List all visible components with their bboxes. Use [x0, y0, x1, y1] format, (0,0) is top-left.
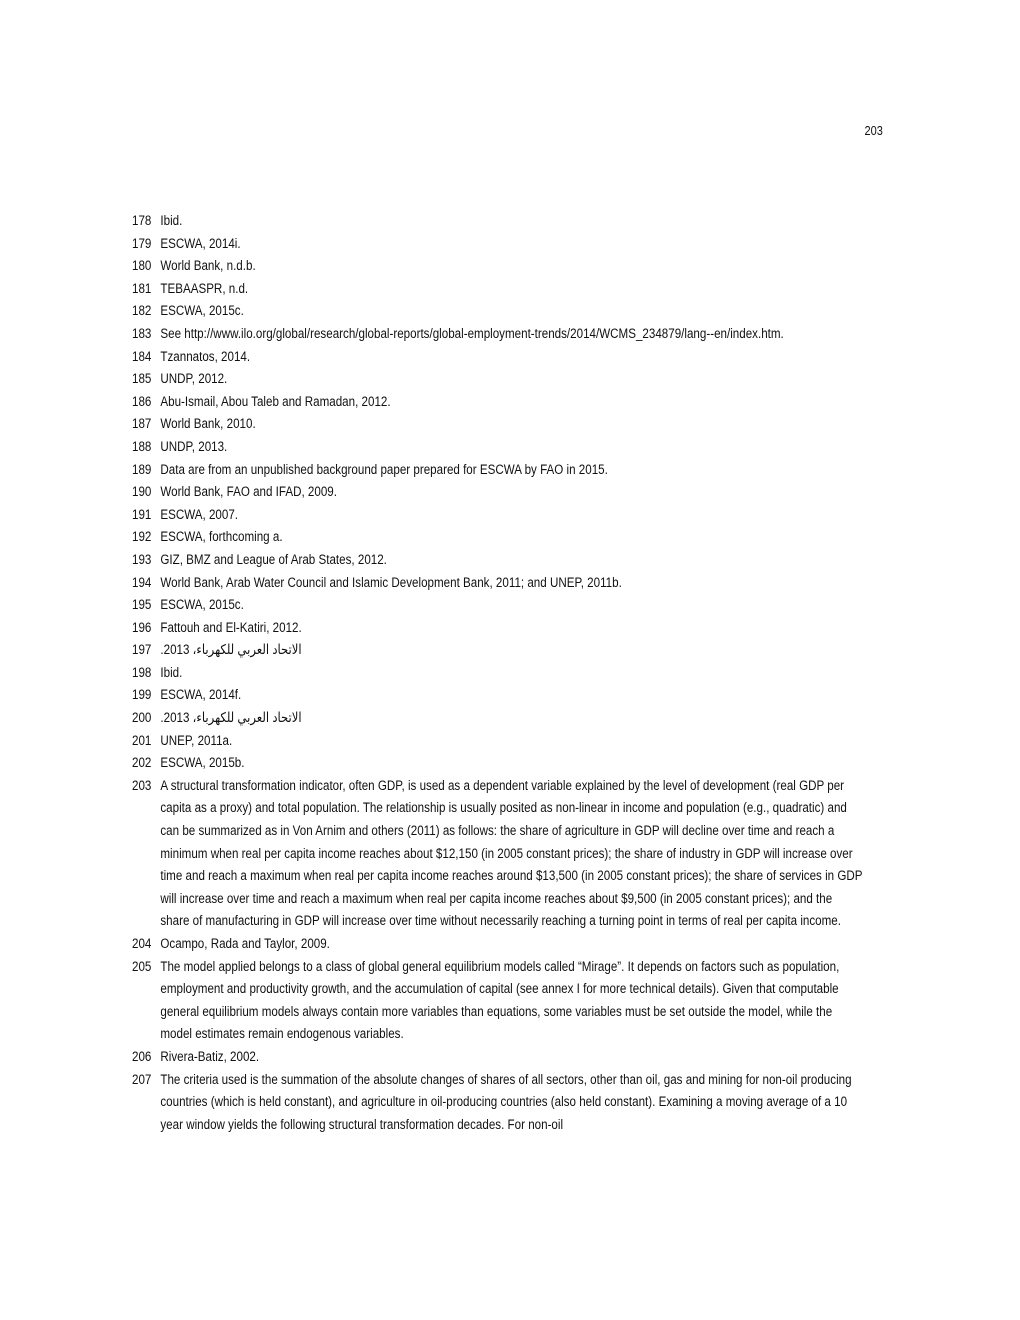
endnote-number: 197 — [132, 642, 152, 658]
endnote-text: ESCWA, 2014f. — [160, 687, 242, 703]
endnote-number: 205 — [132, 958, 152, 974]
endnote — [132, 594, 863, 617]
endnote-text: Data are from an unpublished background paper prepared for ESCWA by FAO in 2015. — [160, 461, 608, 477]
endnote — [132, 775, 863, 933]
endnote — [132, 368, 863, 391]
endnote — [132, 436, 863, 459]
endnote — [132, 639, 863, 662]
arabic-citation: الاتحاد العربي للكهرباء، 2013. — [160, 710, 302, 726]
endnote-text: ESCWA, 2014i. — [160, 235, 241, 251]
endnote-text: Rivera-Batiz, 2002. — [160, 1048, 260, 1064]
endnote — [132, 504, 863, 527]
endnote-text: ESCWA, 2007. — [160, 506, 239, 522]
endnote-text: Ibid. — [160, 213, 183, 228]
endnote-text-arabic — [160, 707, 863, 730]
endnote-number: 191 — [132, 506, 152, 522]
endnote-text: UNDP, 2013. — [160, 438, 228, 454]
endnote — [132, 459, 863, 482]
endnotes-list — [132, 210, 982, 1136]
endnote-number: 181 — [132, 280, 152, 296]
endnote-url-text[interactable]: See http://www.ilo.org/global/research/global-reports/global-employment-trends/2014/WCMS_234879/lang--en/index.htm. — [160, 325, 784, 341]
endnote — [132, 684, 863, 707]
endnote — [132, 1069, 863, 1137]
endnote — [132, 210, 863, 233]
endnote-text: The model applied belongs to a class of global general equilibrium models called “Mirage”. It depends on factors such as population, employment and productivity growth, and the accumulation of capital (see annex I for more technical details). Given that computable general equilibrium models always contain more variables than equations, some variables must be set outside the model, while the model estimates remain endogenous variables. — [160, 958, 840, 1042]
endnote-text: The criteria used is the summation of the absolute changes of shares of all sectors, other than oil, gas and mining for non-oil producing countries (which is held constant), and agriculture in oil-producing countries (also held constant). Examining a moving average of a 10 year window yields the following structural transformation decades. For non-oil — [160, 1071, 852, 1132]
endnote — [132, 278, 863, 301]
endnote-number: 190 — [132, 484, 152, 500]
endnote-number: 207 — [132, 1071, 152, 1087]
endnote-number: 206 — [132, 1048, 152, 1064]
endnote-text: World Bank, Arab Water Council and Islamic Development Bank, 2011; and UNEP, 2011b. — [160, 574, 622, 590]
endnote-text: A structural transformation indicator, often GDP, is used as a dependent variable explained by the level of development (real GDP per capita as a proxy) and total population. The relationship is usually posited as non-linear in income and population (e.g., quadratic) and can be summarized as in Von Arnim and others (2011) as follows: the share of agriculture in GDP will decline over time and reach a minimum when real per capita income reaches about $12,150 (in 2005 constant prices); the share of industry in GDP will increase over time and reach a maximum when real per capita income reaches around $13,500 (in 2005 constant prices); the share of services in GDP will increase over time and reach a maximum when real per capita income reaches about $9,500 (in 2005 constant prices); and the share of manufacturing in GDP will increase over time without necessarily reaching a turning point in terms of real per capita income. — [160, 777, 863, 929]
endnote — [132, 323, 863, 346]
endnote-number: 183 — [132, 325, 152, 341]
endnote-text: UNDP, 2012. — [160, 371, 228, 387]
endnote-text-arabic — [160, 639, 863, 662]
endnote — [132, 730, 863, 753]
endnote-text: World Bank, 2010. — [160, 416, 256, 432]
endnote — [132, 481, 863, 504]
endnote — [132, 956, 863, 1046]
endnote-number: 178 — [132, 213, 152, 228]
endnote-text: Abu-Ismail, Abou Taleb and Ramadan, 2012. — [160, 393, 391, 409]
endnote — [132, 572, 863, 595]
endnote-number: 204 — [132, 936, 152, 951]
endnote — [132, 526, 863, 549]
endnote-number: 179 — [132, 235, 152, 251]
endnote — [132, 391, 863, 414]
endnote-number: 185 — [132, 371, 152, 387]
endnote-number: 201 — [132, 732, 152, 748]
endnote-text: ESCWA, 2015b. — [160, 755, 245, 771]
endnote-number: 188 — [132, 438, 152, 454]
endnote-number: 203 — [132, 777, 152, 793]
endnote-number: 192 — [132, 529, 152, 545]
endnote-text: ESCWA, 2015c. — [160, 303, 244, 319]
arabic-citation: الاتحاد العربي للكهرباء، 2013. — [160, 642, 302, 658]
endnote-number: 198 — [132, 664, 152, 680]
endnote-number: 186 — [132, 393, 152, 409]
endnote-number: 193 — [132, 551, 152, 567]
endnote-number: 180 — [132, 258, 152, 274]
endnote-text: Ibid. — [160, 664, 183, 680]
endnote-text: Tzannatos, 2014. — [160, 348, 251, 364]
page-number: 203 — [864, 124, 883, 138]
endnote — [132, 752, 863, 775]
endnote — [132, 300, 863, 323]
endnote-number: 187 — [132, 416, 152, 432]
endnote-text: World Bank, n.d.b. — [160, 258, 256, 274]
endnote-number: 199 — [132, 687, 152, 703]
endnote-text: World Bank, FAO and IFAD, 2009. — [160, 484, 337, 500]
endnote — [132, 346, 863, 369]
endnote-number: 195 — [132, 597, 152, 613]
endnote-text: GIZ, BMZ and League of Arab States, 2012. — [160, 551, 387, 567]
endnote-text: ESCWA, forthcoming a. — [160, 529, 283, 545]
endnote — [132, 233, 863, 256]
endnote-number: 200 — [132, 710, 152, 726]
endnote-text: ESCWA, 2015c. — [160, 597, 244, 613]
endnote-number: 196 — [132, 619, 152, 635]
endnote-number: 182 — [132, 303, 152, 319]
endnote — [132, 662, 863, 685]
endnote — [132, 1046, 863, 1069]
endnote — [132, 617, 863, 640]
endnote — [132, 413, 863, 436]
endnote — [132, 549, 863, 572]
endnote-text: TEBAASPR, n.d. — [160, 280, 249, 296]
endnote-text: Fattouh and El-Katiri, 2012. — [160, 619, 302, 635]
endnote-text: Ocampo, Rada and Taylor, 2009. — [160, 936, 330, 951]
endnote — [132, 707, 863, 730]
endnote-number: 202 — [132, 755, 152, 771]
endnote — [132, 255, 863, 278]
endnote-text: UNEP, 2011a. — [160, 732, 233, 748]
endnote — [132, 933, 863, 956]
endnote-number: 194 — [132, 574, 152, 590]
endnote-number: 189 — [132, 461, 152, 477]
endnote-number: 184 — [132, 348, 152, 364]
